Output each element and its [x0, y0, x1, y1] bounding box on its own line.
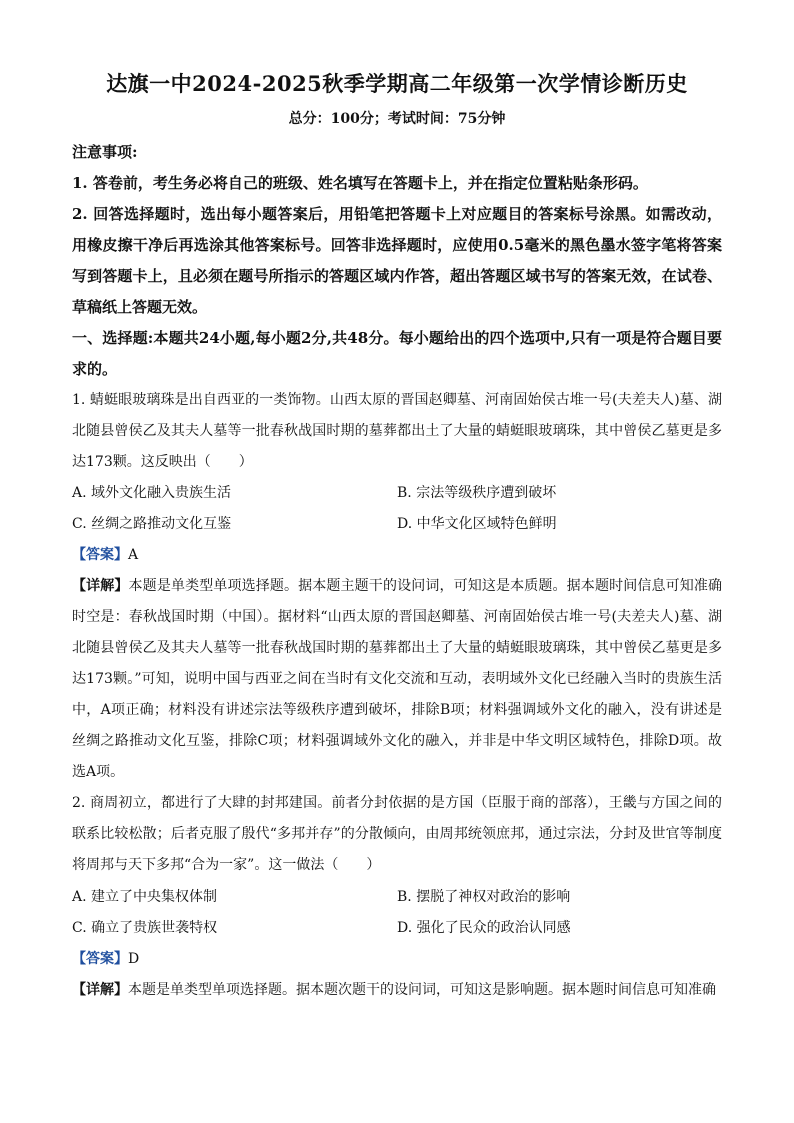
question-1-option-a: A. 域外文化融入贵族生活	[72, 485, 232, 501]
question-2-detail	[72, 975, 722, 1006]
question-1-option-c: C. 丝绸之路推动文化互鉴	[72, 516, 232, 532]
detail-text: 本题是单类型单项选择题。据本题次题干的设问词，可知这是影响题。据本题时间信息可知准确	[128, 982, 716, 998]
question-2-option-a: A. 建立了中央集权体制	[72, 889, 218, 905]
section-heading: 一、选择题:本题共24小题,每小题2分,共48分。每小题给出的四个选项中,只有一项是符合题目要求的。	[72, 329, 722, 378]
question-2-options-row-2	[72, 913, 722, 943]
question-2-answer	[72, 944, 722, 975]
notice-item-1: 1. 答卷前，考生务必将自己的班级、姓名填写在答题卡上，并在指定位置粘贴条形码。	[72, 174, 648, 192]
question-2-options-row-1	[72, 882, 722, 912]
question-1-option-b: B. 宗法等级秩序遭到破坏	[397, 485, 557, 501]
question-2-option-c: C. 确立了贵族世袭特权	[72, 920, 218, 936]
answer-label: 【答案】	[72, 547, 128, 563]
page-subtitle: 总分：100分；考试时间：75分钟	[288, 111, 506, 127]
answer-label: 【答案】	[72, 951, 128, 967]
answer-value: D	[128, 951, 140, 967]
question-1-detail	[72, 571, 722, 788]
question-1-stem: 1. 蜻蜓眼玻璃珠是出自西亚的一类饰物。山西太原的晋国赵卿墓、河南固始侯古堆一号(夫差夫人)墓、湖北随县曾侯乙及其夫人墓等一批春秋战国时期的墓葬都出土了大量的蜻蜓眼玻璃珠，其中曾侯乙墓更是多达173颗。这反映出（ ）	[72, 392, 722, 470]
question-1-options-row-2	[72, 509, 722, 539]
notice-item-2: 2. 回答选择题时，选出每小题答案后，用铅笔把答题卡上对应题目的答案标号涂黑。如需改动，用橡皮擦干净后再选涂其他答案标号。回答非选择题时，应使用0.5毫米的黑色墨水签字笔将答案写到答题卡上，且必须在题号所指示的答题区域内作答，超出答题区域书写的答案无效，在试卷、草稿纸上答题无效。	[72, 205, 722, 316]
detail-text: 本题是单类型单项选择题。据本题主题干的设问词，可知这是本质题。据本题时间信息可知准确时空是：春秋战国时期（中国）。据材料“山西太原的晋国赵卿墓、河南固始侯古堆一号(夫差夫人)墓、湖北随县曾侯乙及其夫人墓等一批春秋战国时期的墓葬都出土了大量的蜻蜓眼玻璃珠，其中曾侯乙墓更是多达173颗。”可知，说明中国与西亚之间在当时有文化交流和互动，表明域外文化已经融入当时的贵族生活中，A项正确；材料没有讲述宗法等级秩序遭到破坏，排除B项；材料强调域外文化的融入，没有讲述是丝绸之路推动文化互鉴，排除C项；材料强调域外文化的融入，并非是中华文明区域特色，排除D项。故选A项。	[72, 578, 723, 780]
question-2-option-d: D. 强化了民众的政治认同感	[397, 920, 571, 936]
answer-value: A	[128, 547, 139, 563]
question-1-answer	[72, 540, 722, 571]
question-2-option-b: B. 摆脱了神权对政治的影响	[397, 889, 571, 905]
page-title: 达旗一中2024-2025秋季学期高二年级第一次学情诊断历史	[106, 71, 688, 96]
notice-heading: 注意事项:	[72, 143, 138, 161]
question-1-option-d: D. 中华文化区域特色鲜明	[397, 516, 557, 532]
question-1-options-row-1	[72, 478, 722, 508]
question-2-stem: 2. 商周初立，都进行了大肆的封邦建国。前者分封依据的是方国（臣服于商的部落），王畿与方国之间的联系比较松散；后者克服了殷代“多邦并存”的分散倾向，由周邦统领庶邦，通过宗法，分封及世官等制度将周邦与天下多邦“合为一家”。这一做法（ ）	[72, 795, 722, 873]
detail-label: 【详解】	[72, 578, 129, 594]
detail-label: 【详解】	[72, 982, 128, 998]
